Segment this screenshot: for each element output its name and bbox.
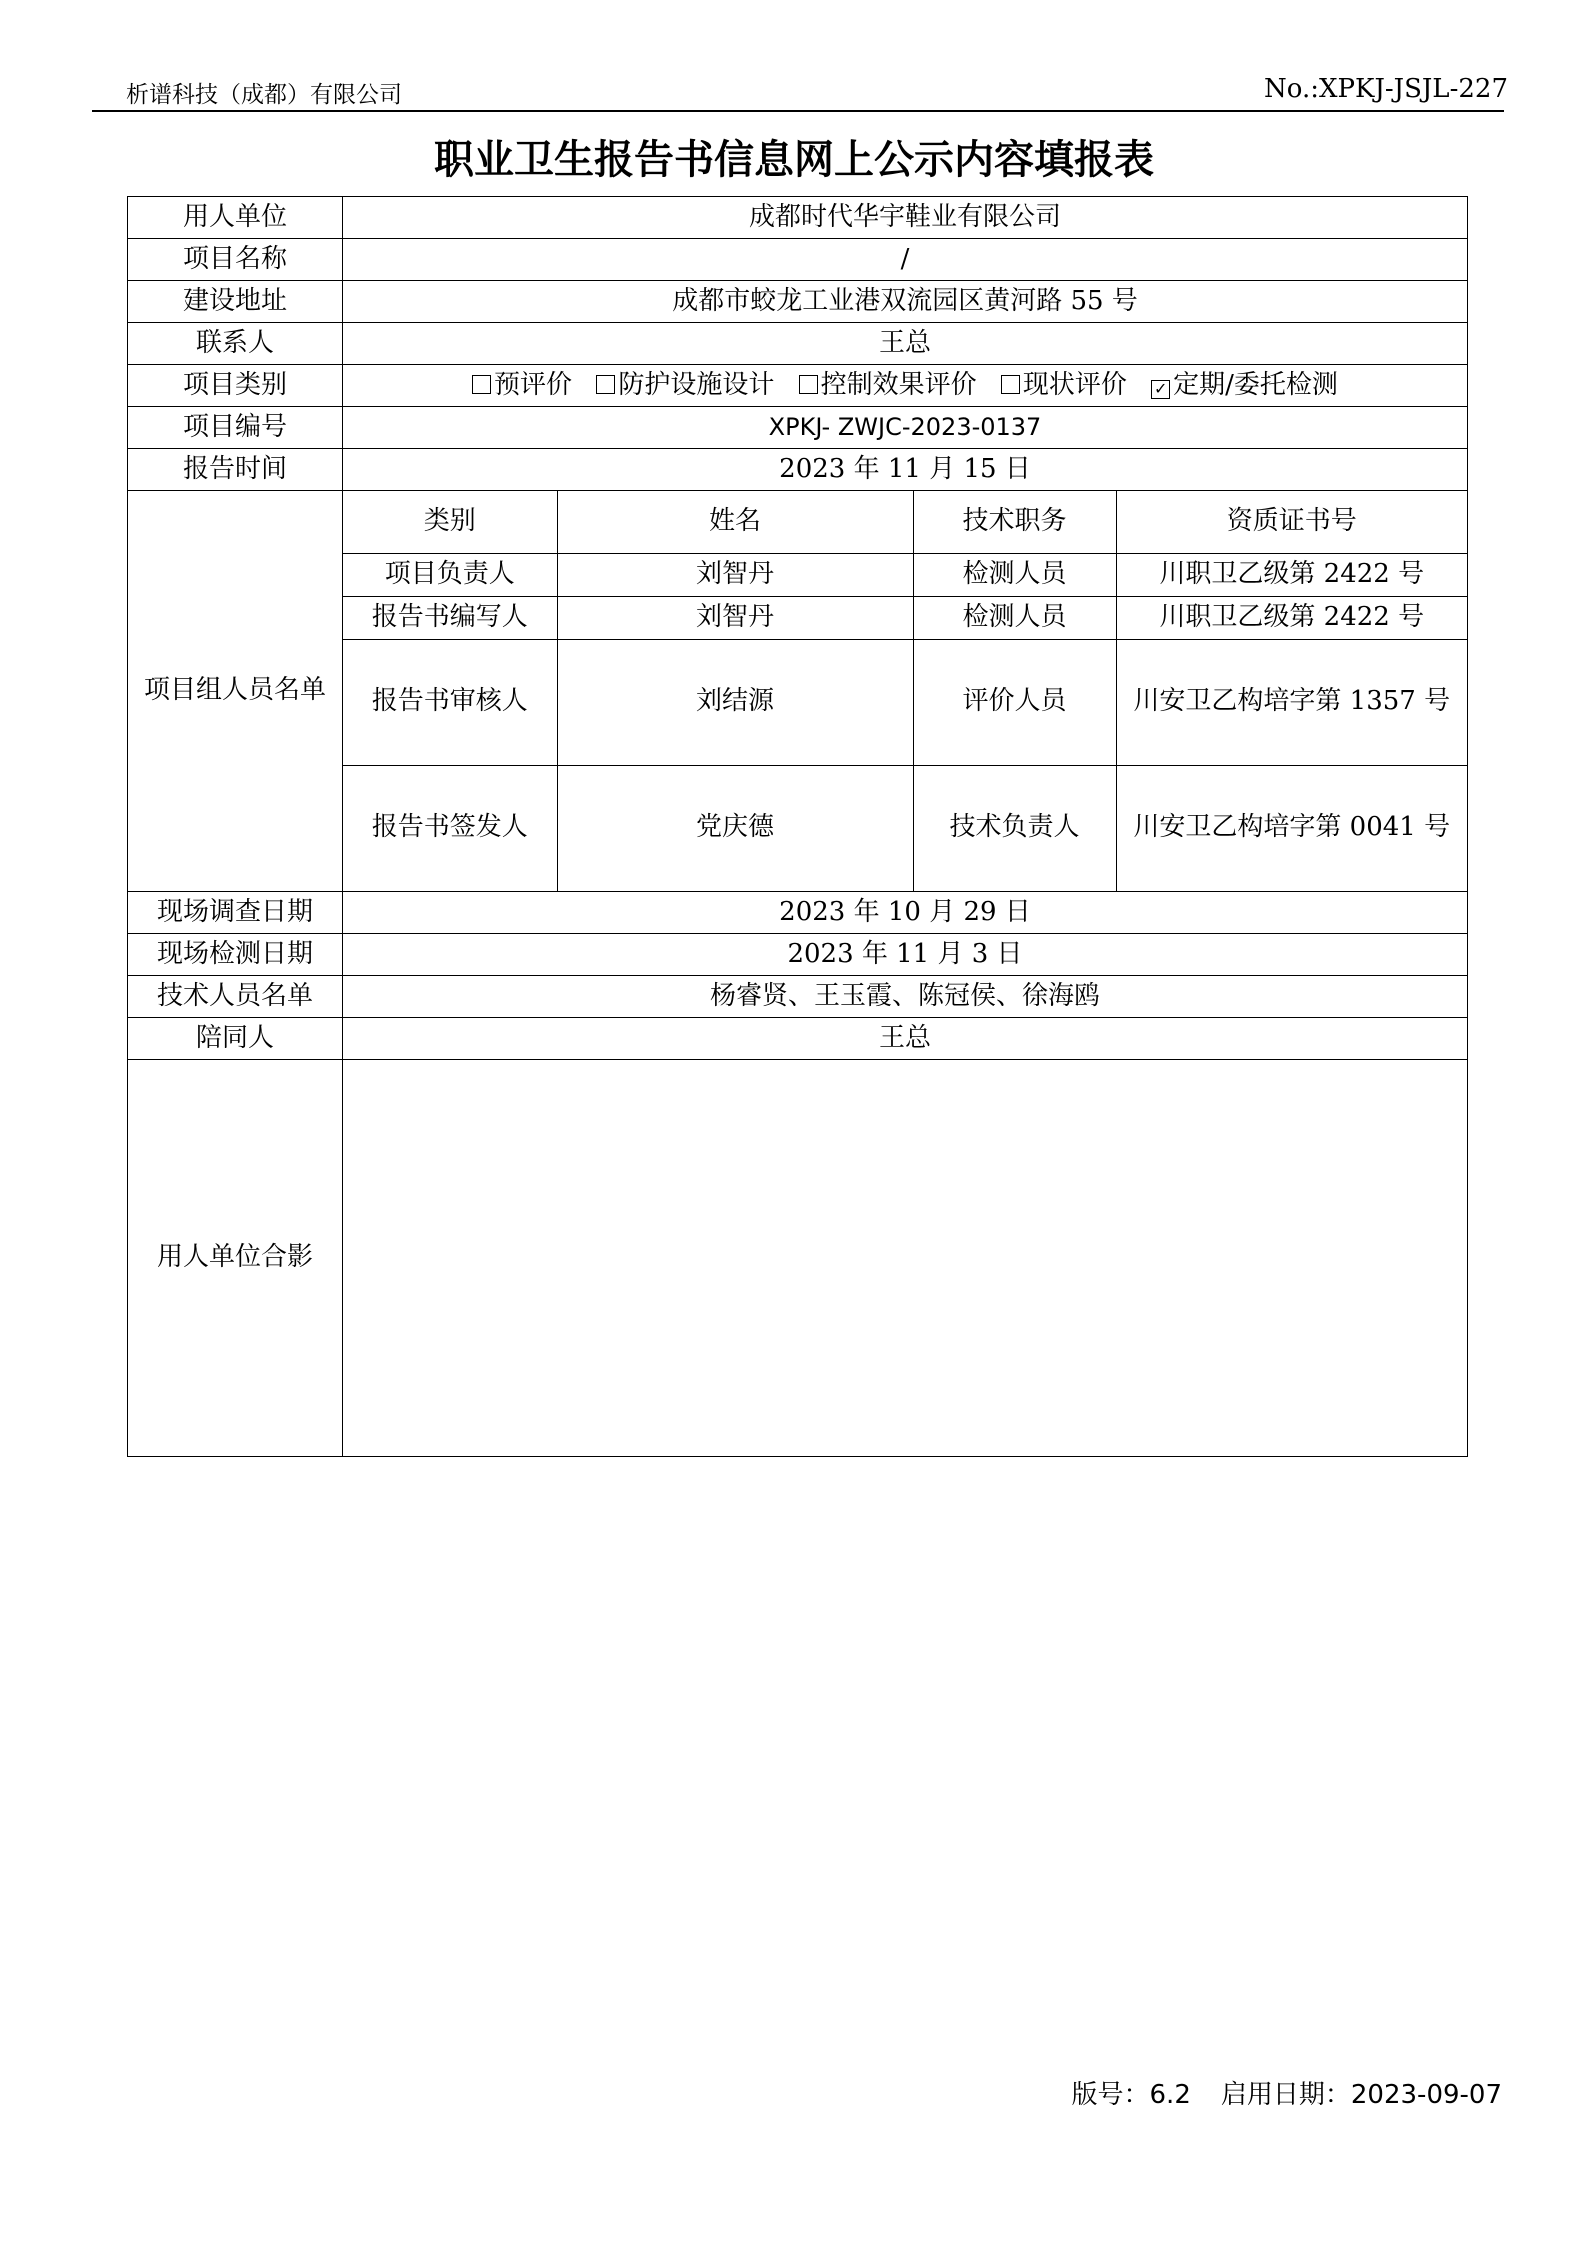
member-title: 评价人员 bbox=[913, 639, 1116, 765]
row-team bbox=[128, 491, 1468, 892]
team-header-cert: 资质证书号 bbox=[1116, 491, 1467, 553]
row-project-no bbox=[128, 407, 1468, 449]
test-date-label: 现场检测日期 bbox=[128, 934, 343, 976]
option-periodic-testing[interactable] bbox=[1151, 370, 1338, 400]
category-label: 项目类别 bbox=[128, 365, 343, 407]
team-label: 项目组人员名单 bbox=[128, 491, 343, 892]
row-project-name bbox=[128, 239, 1468, 281]
option-label: 定期/委托检测 bbox=[1173, 369, 1338, 400]
option-protection-design[interactable] bbox=[596, 370, 774, 400]
project-no-label: 项目编号 bbox=[128, 407, 343, 449]
address-value: 成都市蛟龙工业港双流园区黄河路 55 号 bbox=[343, 281, 1468, 323]
checkbox-icon[interactable] bbox=[596, 375, 615, 394]
row-photo bbox=[128, 1060, 1468, 1457]
member-title: 检测人员 bbox=[913, 553, 1116, 596]
footer-version-info bbox=[1072, 2074, 1503, 2111]
option-status-evaluation[interactable] bbox=[1001, 370, 1127, 400]
member-cert: 川安卫乙构培字第 0041 号 bbox=[1116, 765, 1467, 891]
row-technicians bbox=[128, 976, 1468, 1018]
checked-checkbox-icon[interactable]: ✓ bbox=[1151, 380, 1170, 399]
employer-value: 成都时代华宇鞋业有限公司 bbox=[343, 197, 1468, 239]
option-label: 控制效果评价 bbox=[820, 369, 977, 400]
checkbox-icon[interactable] bbox=[1001, 375, 1020, 394]
member-name: 党庆德 bbox=[557, 765, 913, 891]
enable-date-value: 2023-09-07 bbox=[1350, 2080, 1502, 2110]
page-title: 职业卫生报告书信息网上公示内容填报表 bbox=[434, 137, 1154, 183]
row-address bbox=[128, 281, 1468, 323]
checkbox-icon[interactable] bbox=[799, 375, 818, 394]
member-name: 刘结源 bbox=[557, 639, 913, 765]
project-name-value: / bbox=[343, 239, 1468, 281]
employer-label: 用人单位 bbox=[128, 197, 343, 239]
version-label: 版号： bbox=[1071, 2080, 1150, 2110]
option-control-effect[interactable] bbox=[799, 370, 977, 400]
category-options bbox=[343, 365, 1468, 407]
team-row bbox=[343, 596, 1467, 639]
report-date-label: 报告时间 bbox=[128, 449, 343, 491]
survey-date-label: 现场调查日期 bbox=[128, 892, 343, 934]
header-divider bbox=[92, 110, 1504, 112]
member-cert: 川职卫乙级第 2422 号 bbox=[1116, 553, 1467, 596]
enable-date-label: 启用日期： bbox=[1220, 2080, 1351, 2110]
checkbox-icon[interactable] bbox=[472, 375, 491, 394]
team-row bbox=[343, 639, 1467, 765]
option-label: 防护设施设计 bbox=[618, 369, 775, 400]
test-date-value: 2023 年 11 月 3 日 bbox=[343, 934, 1468, 976]
escort-label: 陪同人 bbox=[128, 1018, 343, 1060]
row-category bbox=[128, 365, 1468, 407]
team-row bbox=[343, 765, 1467, 891]
member-name: 刘智丹 bbox=[557, 596, 913, 639]
team-table bbox=[343, 491, 1467, 891]
member-role: 报告书编写人 bbox=[343, 596, 557, 639]
company-name: 析谱科技（成都）有限公司 bbox=[126, 82, 402, 108]
technicians-value: 杨睿贤、王玉霞、陈冠侯、徐海鸥 bbox=[343, 976, 1468, 1018]
row-report-date bbox=[128, 449, 1468, 491]
row-test-date bbox=[128, 934, 1468, 976]
survey-date-value: 2023 年 10 月 29 日 bbox=[343, 892, 1468, 934]
member-name: 刘智丹 bbox=[557, 553, 913, 596]
row-escort bbox=[128, 1018, 1468, 1060]
option-label: 预评价 bbox=[494, 369, 573, 400]
row-contact bbox=[128, 323, 1468, 365]
contact-value: 王总 bbox=[343, 323, 1468, 365]
option-label: 现状评价 bbox=[1022, 369, 1127, 400]
member-role: 项目负责人 bbox=[343, 553, 557, 596]
project-no-value: XPKJ- ZWJC-2023-0137 bbox=[343, 407, 1468, 449]
team-row bbox=[343, 553, 1467, 596]
team-header-row bbox=[343, 491, 1467, 553]
photo-area bbox=[343, 1060, 1468, 1457]
member-role: 报告书审核人 bbox=[343, 639, 557, 765]
technicians-label: 技术人员名单 bbox=[128, 976, 343, 1018]
member-title: 技术负责人 bbox=[913, 765, 1116, 891]
disclosure-form-table bbox=[127, 196, 1468, 1457]
row-survey-date bbox=[128, 892, 1468, 934]
team-header-role: 类别 bbox=[343, 491, 557, 553]
team-header-title: 技术职务 bbox=[913, 491, 1116, 553]
version-value: 6.2 bbox=[1149, 2080, 1191, 2110]
document-number: No.:XPKJ-JSJL-227 bbox=[1264, 74, 1508, 104]
row-employer bbox=[128, 197, 1468, 239]
escort-value: 王总 bbox=[343, 1018, 1468, 1060]
member-role: 报告书签发人 bbox=[343, 765, 557, 891]
option-pre-evaluation[interactable] bbox=[472, 370, 572, 400]
contact-label: 联系人 bbox=[128, 323, 343, 365]
address-label: 建设地址 bbox=[128, 281, 343, 323]
team-header-name: 姓名 bbox=[557, 491, 913, 553]
project-name-label: 项目名称 bbox=[128, 239, 343, 281]
member-title: 检测人员 bbox=[913, 596, 1116, 639]
member-cert: 川安卫乙构培字第 1357 号 bbox=[1116, 639, 1467, 765]
photo-label: 用人单位合影 bbox=[128, 1060, 343, 1457]
report-date-value: 2023 年 11 月 15 日 bbox=[343, 449, 1468, 491]
member-cert: 川职卫乙级第 2422 号 bbox=[1116, 596, 1467, 639]
